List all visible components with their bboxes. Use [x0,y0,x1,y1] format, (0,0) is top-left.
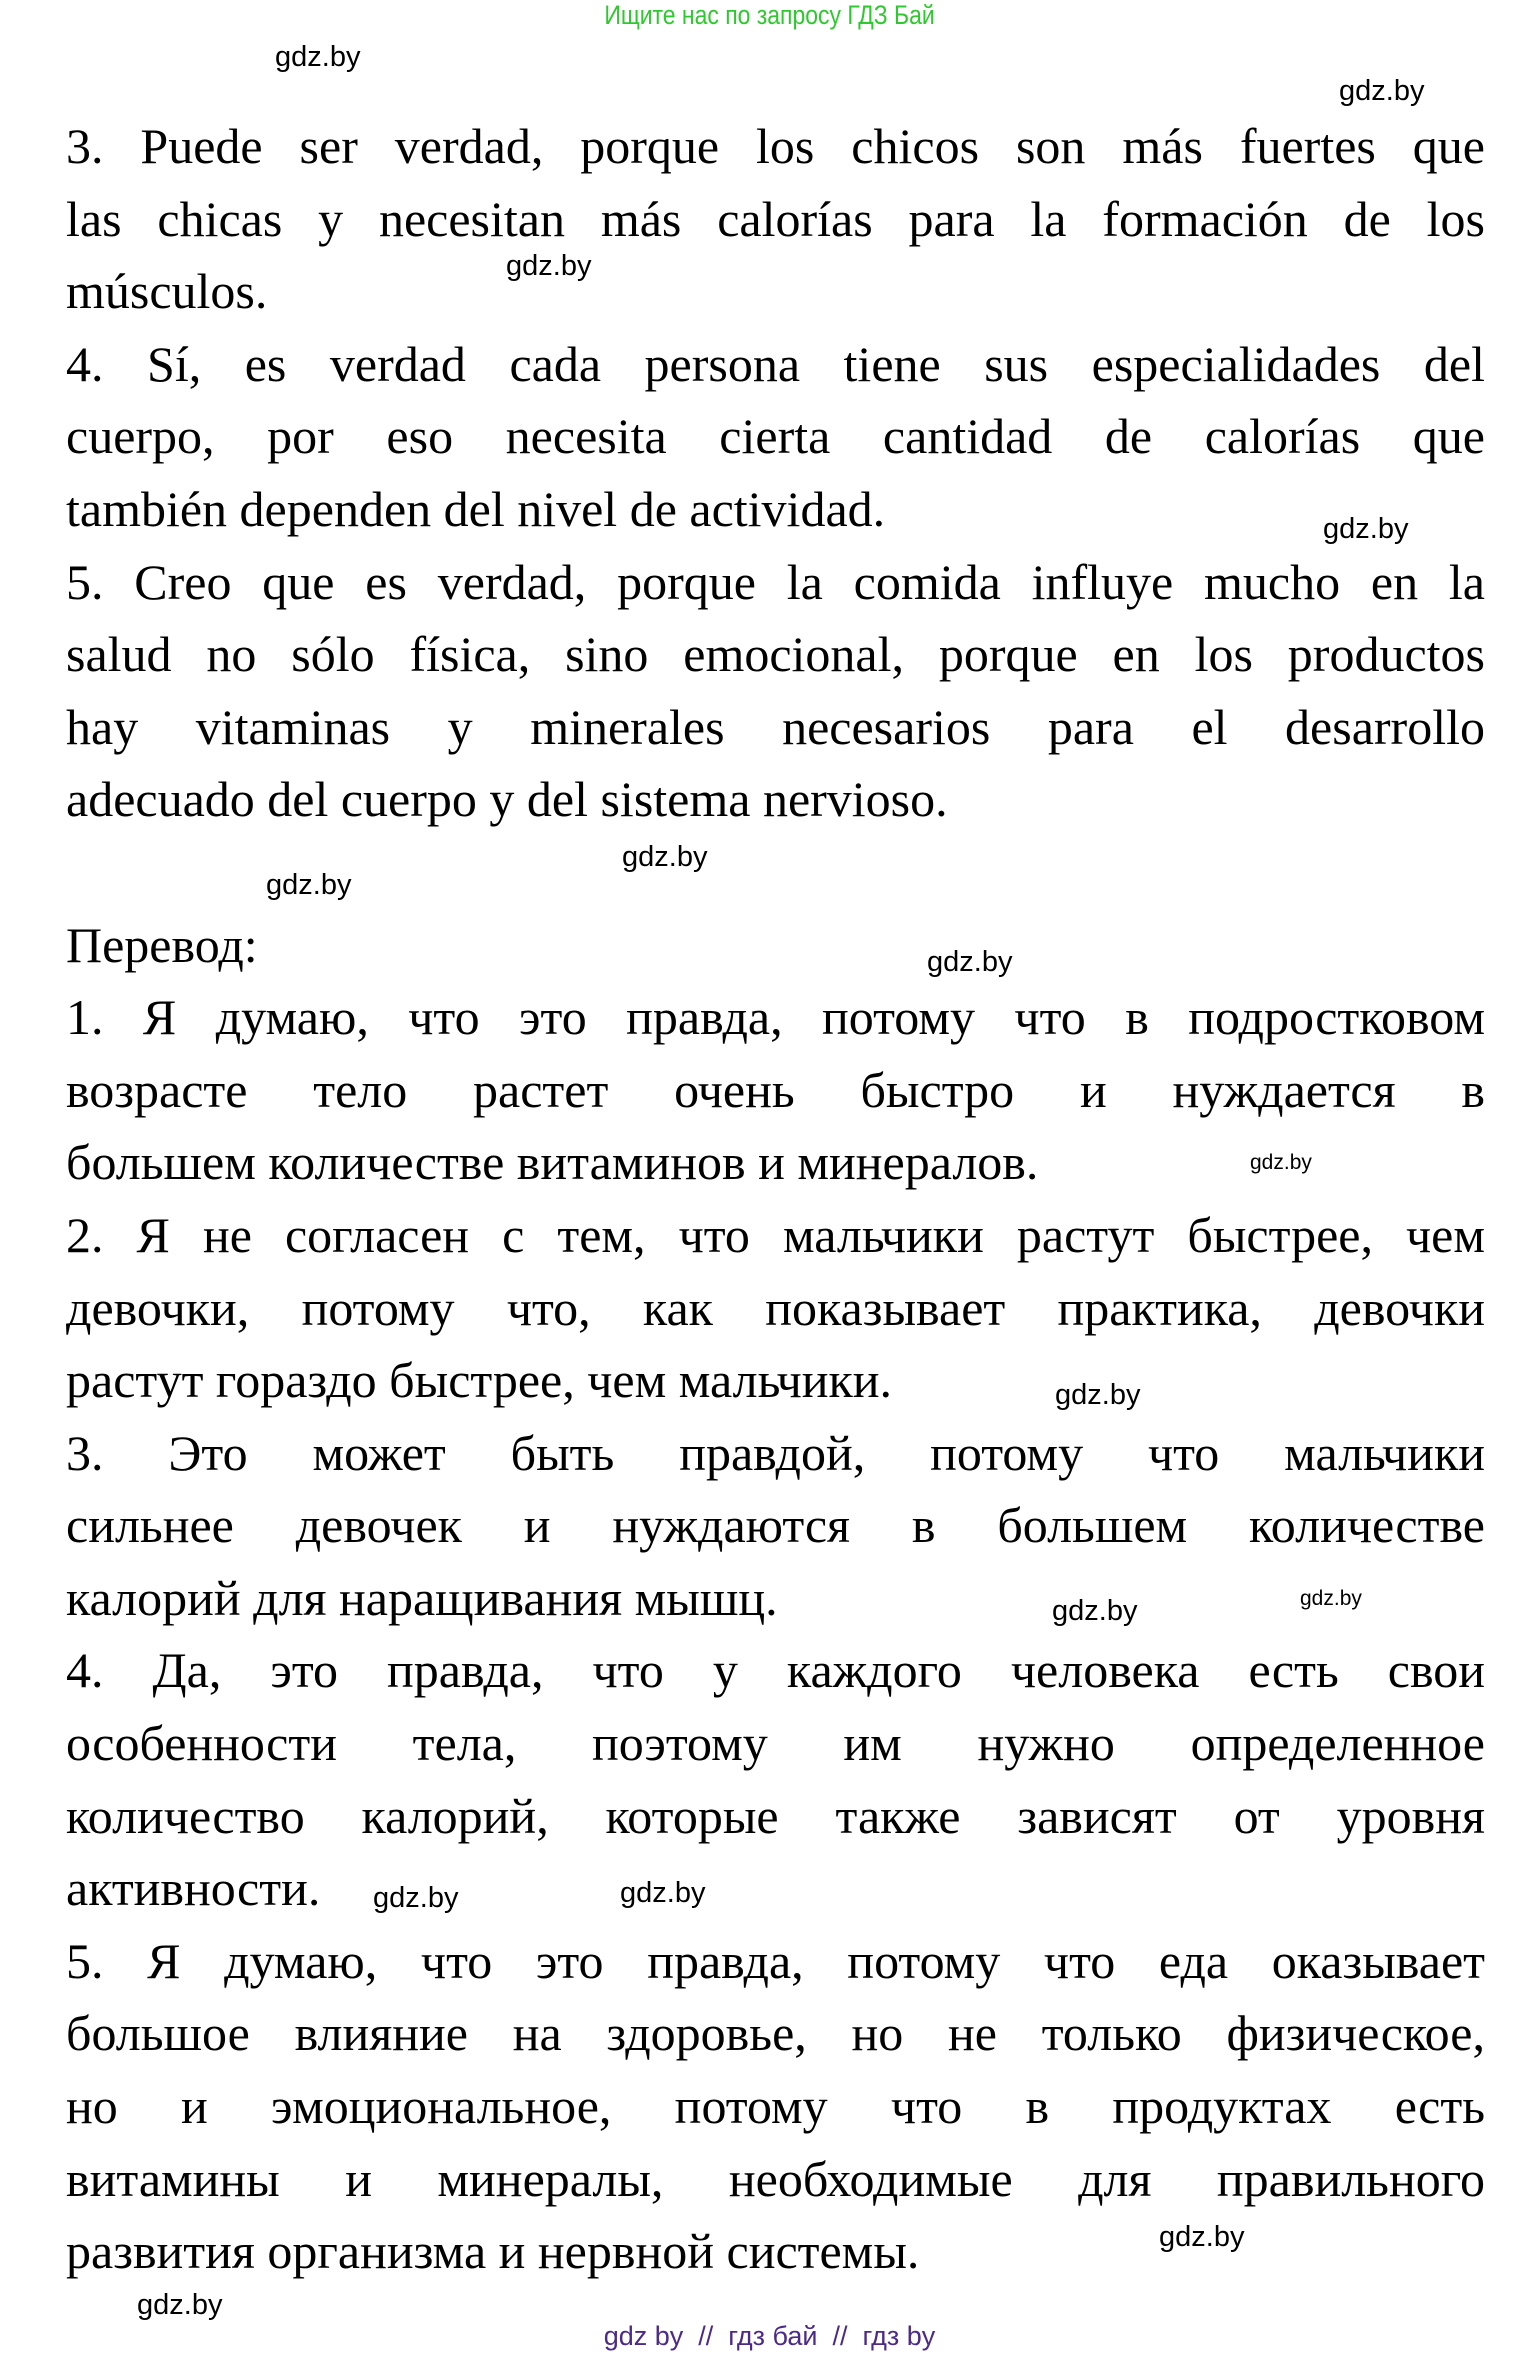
text-line: возрасте тело растет очень быстро и нуждается в [66,1061,1485,1118]
text-line: активности. [66,1860,321,1917]
footer-links: gdz by // гдз бай // гдз by [603,2321,936,2351]
watermark: gdz.by [266,869,352,901]
paragraph-es-5 [66,546,1485,836]
watermark: gdz.by [1055,1379,1141,1411]
paragraph-es-4 [66,328,1485,546]
paragraph-ru-5 [66,1925,1485,2288]
text-line: растут гораздо быстрее, чем мальчики. [66,1352,893,1409]
text-line: adecuado del cuerpo y del sistema nervioso. [66,771,948,828]
text-line: 2. Я не согласен с тем, что мальчики растут быстрее, чем [66,1206,1485,1263]
text-line: 5. Я думаю, что это правда, потому что еда оказывает [66,1932,1485,1989]
text-line: особенности тела, поэтому им нужно определенное [66,1715,1485,1772]
watermark: gdz.by [1159,2221,1245,2253]
watermark: gdz.by [1052,1595,1138,1627]
text-line: 3. Это может быть правдой, потому что мальчики [66,1424,1485,1481]
watermark: gdz.by [373,1882,459,1914]
text-line: большем количестве витаминов и минералов. [66,1134,1039,1191]
watermark: gdz.by [1323,513,1409,545]
document-body [66,110,1485,2288]
spanish-answers [66,110,1485,836]
text-line: калорий для наращивания мышц. [66,1569,778,1626]
watermark: gdz.by [275,41,361,73]
paragraph-es-3 [66,110,1485,328]
text-line: сильнее девочек и нуждаются в большем количестве [66,1497,1485,1554]
paragraph-ru-3 [66,1417,1485,1635]
paragraph-ru-2 [66,1199,1485,1417]
text-line: cuerpo, por eso necesita cierta cantidad de calorías que [66,408,1485,465]
text-line: también dependen del nivel de actividad. [66,480,886,537]
text-line: 1. Я думаю, что это правда, потому что в подростковом [66,989,1485,1046]
text-line: salud no sólo física, sino emocional, porque en los productos [66,626,1485,683]
translation-heading: Перевод: [66,916,258,973]
text-line: но и эмоциональное, потому что в продуктах есть [66,2078,1485,2135]
watermark: gdz.by [1250,1151,1312,1174]
text-line: 5. Creo que es verdad, porque la comida influye mucho en la [66,553,1485,610]
russian-translation [66,981,1485,2288]
paragraph-ru-4 [66,1634,1485,1924]
text-line: количество калорий, которые также зависят от уровня [66,1787,1485,1844]
text-line: las chicas y necesitan más calorías para la formación de los [66,190,1485,247]
watermark: gdz.by [1300,1587,1362,1610]
text-line: развития организма и нервной системы. [66,2223,920,2280]
watermark: gdz.by [927,946,1013,978]
text-line: 4. Да, это правда, что у каждого человека есть свои [66,1642,1485,1699]
watermark: gdz.by [620,1877,706,1909]
text-line: витамины и минералы, необходимые для правильного [66,2150,1485,2207]
text-line: большое влияние на здоровье, но не только физическое, [66,2005,1485,2062]
search-hint-header: Ищите нас по запросу ГДЗ Бай [604,0,935,30]
watermark: gdz.by [1339,75,1425,107]
text-line: девочки, потому что, как показывает практика, девочки [66,1279,1485,1336]
text-line: 4. Sí, es verdad cada persona tiene sus especialidades del [66,335,1485,392]
watermark: gdz.by [137,2289,223,2321]
text-line: músculos. [66,263,268,320]
watermark: gdz.by [506,250,592,282]
text-line: hay vitaminas y minerales necesarios para el desarrollo [66,698,1485,755]
text-line: 3. Puede ser verdad, porque los chicos son más fuertes que [66,118,1485,174]
watermark: gdz.by [622,841,708,873]
